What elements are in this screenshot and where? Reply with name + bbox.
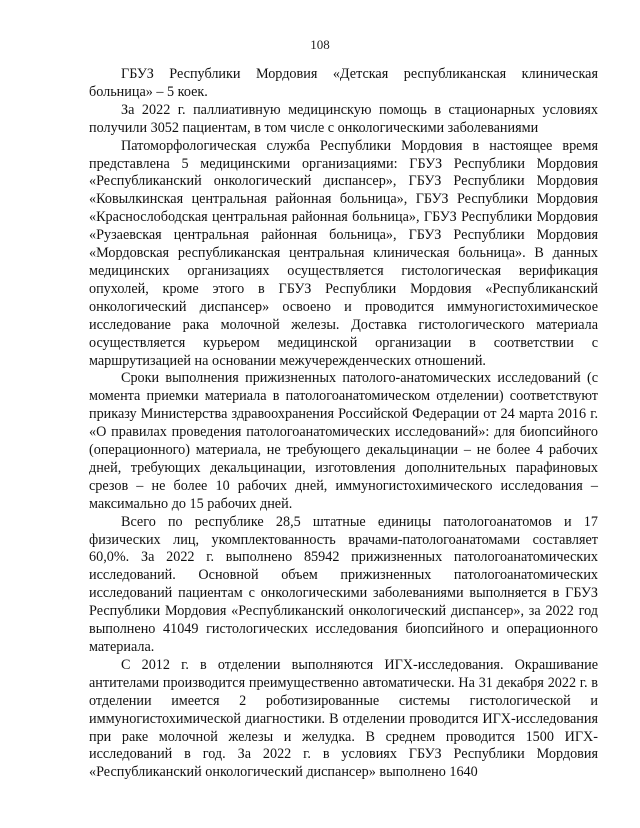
paragraph-pathomorphology-service: Патоморфологическая служба Республики Мордовия в настоящее время представлена 5 медицинскими организациями: ГБУЗ Республики Мордовия «Республиканский онкологический диспансер», ГБУЗ Республики Мордовия «Ковылкинская центральная районная больница», ГБУЗ Республики Мордовия «Краснослободская центральная районная больница», ГБУЗ Республики Мордовия «Рузаевская центральная районная больница», ГБУЗ Республики Мордовия «Мордовская республиканская центральная клиническая больница». В данных медицинских организациях осуществляется гистологическая верификация опухолей, кроме этого в ГБУЗ Республики Мордовия «Республиканский онкологический диспансер» освоено и проводится иммуногистохимическое исследование рака молочной железы. Доставка гистологического материала осуществляется курьером медицинской организации в соответствии с маршрутизацией на основании межучережденческих отношений.: [89, 137, 598, 369]
paragraph-palliative-care: За 2022 г. паллиативную медицинскую помощь в стационарных условиях получили 3052 пациентам, в том числе с онкологическими заболеваниями: [89, 101, 598, 136]
paragraph-pediatric-hospital-beds: ГБУЗ Республики Мордовия «Детская республиканская клиническая больница» – 5 коек.: [89, 66, 598, 100]
paragraph-examination-deadlines: Сроки выполнения прижизненных патолого-анатомических исследований (с момента приемки материала в патологоанатомическом отделении) соответствуют приказу Министерства здравоохранения Российской Федерации от 24 марта 2016 г. «О правилах проведения патологоанатомических исследований»: для биопсийного (операционного) материала, не требующего декальцинации – не более 4 рабочих дней, требующих декальцинации, изготовления дополнительных парафиновых срезов – не более 10 рабочих дней, иммуногистохимического исследования – максимально до 15 рабочих дней.: [89, 370, 598, 512]
paragraph-staffing-statistics: Всего по республике 28,5 штатные единицы патологоанатомов и 17 физических лиц, укомплектованность врачами-патологоанатомами составляет 60,0%. За 2022 г. выполнено 85942 прижизненных патологоанатомических исследований. Основной объем прижизненных патологоанатомических исследований пациентам с онкологическими заболеваниями выполняется в ГБУЗ Республики Мордовия «Республиканский онкологический диспансер», за 2022 год выполнено 41049 гистологических исследования биопсийного и операционного материала.: [89, 513, 598, 655]
paragraph-ihc-research: С 2012 г. в отделении выполняются ИГХ-исследования. Окрашивание антителами производится преимущественно автоматически. На 31 декабря 2022 г. в отделении имеется 2 роботизированные системы гистологической и иммуногистохимической диагностики. В отделении проводится ИГХ-исследования при раке молочной железы и желудка. В среднем проводится 1500 ИГХ-исследований в год. За 2022 г. в условиях ГБУЗ Республики Мордовия «Республиканский онкологический диспансер» выполнено 1640: [89, 656, 598, 781]
document-body: [89, 66, 598, 782]
page-number: 108: [310, 37, 330, 52]
